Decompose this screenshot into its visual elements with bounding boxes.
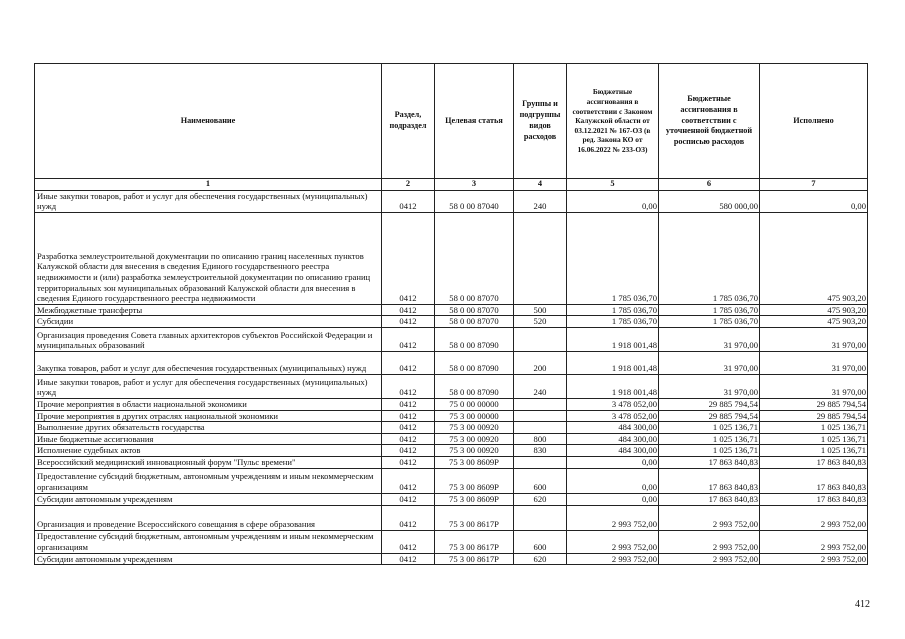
cell-target: 58 0 00 87090 [435,374,514,398]
table-row [35,351,868,374]
cell-section: 0412 [382,304,435,316]
cell-group: 620 [514,553,567,565]
table-row [35,398,868,410]
cell-refined: 1 785 036,70 [659,316,760,328]
cell-law: 2 993 752,00 [567,530,659,553]
cell-refined: 2 993 752,00 [659,530,760,553]
cell-group: 830 [514,445,567,457]
cell-name: Прочие мероприятия в области национальной экономики [35,398,382,410]
cell-executed: 475 903,20 [760,304,868,316]
cell-group [514,456,567,468]
cell-section: 0412 [382,553,435,565]
header-law: Бюджетные ассигнования в соответствии с Законом Калужской области от 03.12.2021 № 167-ОЗ (в ред. Закона КО от 16.06.2022 № 233-ОЗ) [567,64,659,179]
cell-name: Субсидии автономным учреждениям [35,553,382,565]
column-number: 7 [760,179,868,191]
header-refined: Бюджетные ассигнования в соответствии с уточненной бюджетной росписью расходов [659,64,760,179]
table-row [35,553,868,565]
cell-executed: 31 970,00 [760,351,868,374]
cell-refined: 1 785 036,70 [659,304,760,316]
cell-section: 0412 [382,422,435,434]
cell-executed: 475 903,20 [760,316,868,328]
page-number: 412 [855,599,870,610]
cell-target: 58 0 00 87070 [435,212,514,304]
table-row [35,327,868,351]
cell-executed: 2 993 752,00 [760,530,868,553]
cell-target: 75 3 00 00920 [435,445,514,457]
cell-section: 0412 [382,433,435,445]
table-row [35,374,868,398]
cell-executed: 0,00 [760,190,868,212]
cell-name: Иные закупки товаров, работ и услуг для обеспечения государственных (муниципальных) нужд [35,190,382,212]
cell-group: 240 [514,374,567,398]
column-number: 3 [435,179,514,191]
cell-group [514,505,567,530]
cell-target: 75 3 00 8609Р [435,456,514,468]
cell-law: 1 785 036,70 [567,212,659,304]
table-row [35,410,868,422]
cell-target: 75 3 00 8609Р [435,493,514,505]
cell-law: 0,00 [567,190,659,212]
cell-law: 0,00 [567,456,659,468]
cell-law: 1 918 001,48 [567,327,659,351]
cell-section: 0412 [382,316,435,328]
cell-law: 484 300,00 [567,445,659,457]
cell-group [514,410,567,422]
cell-name: Межбюджетные трансферты [35,304,382,316]
cell-refined: 31 970,00 [659,327,760,351]
cell-executed: 17 863 840,83 [760,493,868,505]
cell-refined: 29 885 794,54 [659,410,760,422]
cell-refined: 2 993 752,00 [659,553,760,565]
cell-law: 0,00 [567,493,659,505]
cell-executed: 1 025 136,71 [760,445,868,457]
cell-refined: 29 885 794,54 [659,398,760,410]
cell-target: 75 3 00 00000 [435,410,514,422]
cell-law: 3 478 052,00 [567,398,659,410]
cell-executed: 29 885 794,54 [760,410,868,422]
cell-law: 0,00 [567,468,659,493]
budget-table [34,63,868,565]
column-number: 6 [659,179,760,191]
table-body [35,190,868,565]
cell-section: 0412 [382,493,435,505]
cell-law: 484 300,00 [567,422,659,434]
cell-refined: 17 863 840,83 [659,493,760,505]
column-number-row [35,179,868,191]
cell-target: 58 0 00 87070 [435,304,514,316]
table-row [35,422,868,434]
table-row [35,505,868,530]
cell-refined: 17 863 840,83 [659,468,760,493]
cell-group: 600 [514,468,567,493]
cell-executed: 31 970,00 [760,374,868,398]
cell-target: 75 0 00 00000 [435,398,514,410]
cell-law: 2 993 752,00 [567,505,659,530]
cell-group: 620 [514,493,567,505]
table-row [35,190,868,212]
cell-section: 0412 [382,190,435,212]
table-row [35,304,868,316]
header-section: Раздел, подраздел [382,64,435,179]
header-groups: Группы и подгруппы видов расходов [514,64,567,179]
cell-name: Предоставление субсидий бюджетным, автономным учреждениям и иным некоммерческим организациям [35,468,382,493]
header-target: Целевая статья [435,64,514,179]
cell-law: 3 478 052,00 [567,410,659,422]
cell-law: 2 993 752,00 [567,553,659,565]
cell-executed: 475 903,20 [760,212,868,304]
cell-refined: 580 000,00 [659,190,760,212]
cell-target: 75 3 00 8617Р [435,530,514,553]
cell-name: Организация и проведение Всероссийского совещания в сфере образования [35,505,382,530]
cell-refined: 17 863 840,83 [659,456,760,468]
cell-section: 0412 [382,351,435,374]
table-row [35,493,868,505]
cell-group: 240 [514,190,567,212]
cell-name: Организация проведения Совета главных архитекторов субъектов Российской Федерации и муниципальных образований [35,327,382,351]
cell-name: Субсидии автономным учреждениям [35,493,382,505]
table-row [35,456,868,468]
cell-refined: 2 993 752,00 [659,505,760,530]
cell-section: 0412 [382,445,435,457]
cell-law: 484 300,00 [567,433,659,445]
cell-law: 1 918 001,48 [567,351,659,374]
cell-target: 75 3 00 8609Р [435,468,514,493]
header-row [35,64,868,179]
column-number: 4 [514,179,567,191]
cell-refined: 31 970,00 [659,374,760,398]
column-number: 2 [382,179,435,191]
column-number: 1 [35,179,382,191]
cell-section: 0412 [382,398,435,410]
cell-executed: 2 993 752,00 [760,553,868,565]
cell-refined: 31 970,00 [659,351,760,374]
cell-name: Прочие мероприятия в других отраслях национальной экономики [35,410,382,422]
cell-group: 200 [514,351,567,374]
cell-name: Субсидии [35,316,382,328]
cell-target: 75 3 00 8617Р [435,553,514,565]
cell-target: 58 0 00 87070 [435,316,514,328]
cell-executed: 31 970,00 [760,327,868,351]
cell-refined: 1 025 136,71 [659,422,760,434]
table-row [35,468,868,493]
cell-law: 1 785 036,70 [567,304,659,316]
cell-target: 58 0 00 87090 [435,327,514,351]
cell-executed: 1 025 136,71 [760,422,868,434]
cell-law: 1 785 036,70 [567,316,659,328]
cell-target: 75 3 00 8617Р [435,505,514,530]
cell-refined: 1 025 136,71 [659,445,760,457]
cell-target: 75 3 00 00920 [435,433,514,445]
cell-name: Иные бюджетные ассигнования [35,433,382,445]
cell-section: 0412 [382,212,435,304]
cell-group: 500 [514,304,567,316]
table-row [35,530,868,553]
cell-name: Исполнение судебных актов [35,445,382,457]
cell-target: 75 3 00 00920 [435,422,514,434]
cell-executed: 2 993 752,00 [760,505,868,530]
cell-executed: 29 885 794,54 [760,398,868,410]
cell-name: Выполнение других обязательств государства [35,422,382,434]
cell-refined: 1 025 136,71 [659,433,760,445]
table-row [35,433,868,445]
table-row [35,316,868,328]
cell-section: 0412 [382,327,435,351]
cell-law: 1 918 001,48 [567,374,659,398]
cell-section: 0412 [382,456,435,468]
cell-name: Закупка товаров, работ и услуг для обеспечения государственных (муниципальных) нужд [35,351,382,374]
cell-name: Разработка землеустроительной документации по описанию границ населенных пунктов Калужской области для внесения в сведения Единого государственного реестра недвижимости и (или) разработка землеустроительной документации по описанию границ территориальных зон муниципальных образований Калужской области для внесения в сведения Единого государственного реестра недвижимости [35,212,382,304]
cell-section: 0412 [382,505,435,530]
cell-section: 0412 [382,410,435,422]
cell-executed: 17 863 840,83 [760,456,868,468]
cell-section: 0412 [382,468,435,493]
cell-section: 0412 [382,374,435,398]
cell-group: 520 [514,316,567,328]
cell-group [514,327,567,351]
cell-executed: 17 863 840,83 [760,468,868,493]
header-name: Наименование [35,64,382,179]
cell-group: 800 [514,433,567,445]
header-executed: Исполнено [760,64,868,179]
cell-section: 0412 [382,530,435,553]
cell-executed: 1 025 136,71 [760,433,868,445]
table-row [35,212,868,304]
cell-group [514,398,567,410]
cell-target: 58 0 00 87090 [435,351,514,374]
cell-refined: 1 785 036,70 [659,212,760,304]
cell-name: Предоставление субсидий бюджетным, автономным учреждениям и иным некоммерческим организациям [35,530,382,553]
column-number: 5 [567,179,659,191]
cell-group: 600 [514,530,567,553]
cell-name: Всероссийский медицинский инновационный форум "Пульс времени" [35,456,382,468]
cell-group [514,212,567,304]
table-row [35,445,868,457]
cell-name: Иные закупки товаров, работ и услуг для обеспечения государственных (муниципальных) нужд [35,374,382,398]
cell-group [514,422,567,434]
cell-target: 58 0 00 87040 [435,190,514,212]
